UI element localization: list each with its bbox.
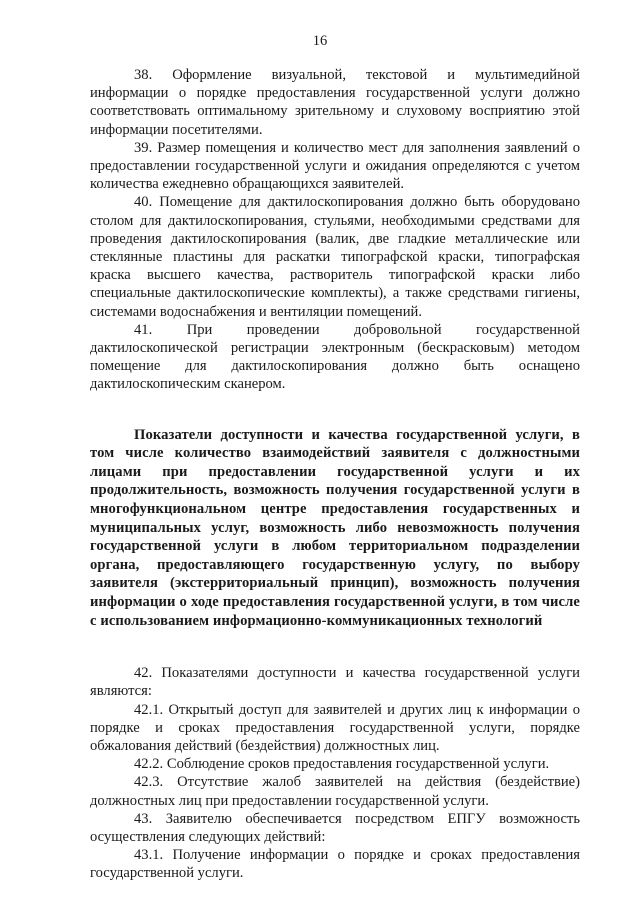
document-body bbox=[90, 66, 580, 883]
paragraph-42-1: 42.1. Открытый доступ для заявителей и других лиц к информации о порядке и сроках предоставления государственной услуги, порядке обжалования действий (бездействия) должностных лиц. bbox=[90, 701, 580, 754]
paragraph-40: 40. Помещение для дактилоскопирования должно быть оборудовано столом для дактилоскопирования, стульями, необходимыми средствами для проведения дактилоскопирования (валик, две гладкие металлические или стеклянные пластины для раскатки типографской краски, типографская краска высшего качества, растворитель типографской краски либо специальные дактилоскопические комплекты), а также средствами гигиены, системами водоснабжения и вентиляции помещений. bbox=[90, 194, 580, 320]
section-heading: Показатели доступности и качества государственной услуги, в том числе количество взаимодействий заявителя с должностными лицами при предоставлении государственной услуги и их продолжительность, возможность получения государственной услуги в многофункциональном центре предоставления государственных и муниципальных услуг, возможность либо невозможность получения государственной услуги в любом территориальном подразделении органа, предоставляющего государственную услугу, по выбору заявителя (экстерриториальный принцип), возможность получения информации о ходе предоставления государственной услуги, в том числе с использованием информационно-коммуникационных технологий bbox=[90, 426, 580, 629]
paragraph-38: 38. Оформление визуальной, текстовой и мультимедийной информации о порядке предоставления государственной услуги должно соответствовать оптимальному зрительному и слуховому восприятию этой информации посетителями. bbox=[90, 67, 580, 138]
paragraph-43-1: 43.1. Получение информации о порядке и сроках предоставления государственной услуги. bbox=[90, 847, 580, 882]
paragraph-42-2: 42.2. Соблюдение сроков предоставления государственной услуги. bbox=[134, 756, 550, 773]
paragraph-43: 43. Заявителю обеспечивается посредством ЕПГУ возможность осуществления следующих действий: bbox=[90, 810, 580, 846]
paragraph-41: 41. При проведении добровольной государственной дактилоскопической регистрации электронным (бескрасковым) методом помещение для дактилоскопирования должно быть оснащено дактилоскопическим сканером. bbox=[90, 321, 580, 393]
page-number: 16 bbox=[312, 33, 328, 49]
paragraph-42-3: 42.3. Отсутствие жалоб заявителей на действия (бездействие) должностных лиц при предоставлении государственной услуги. bbox=[90, 774, 580, 809]
paragraph-39: 39. Размер помещения и количество мест для заполнения заявлений о предоставлении государственной услуги и ожидания определяются с учетом количества ежедневно обращающихся заявителей. bbox=[90, 139, 580, 193]
paragraph-42: 42. Показателями доступности и качества государственной услуги являются: bbox=[90, 665, 580, 700]
